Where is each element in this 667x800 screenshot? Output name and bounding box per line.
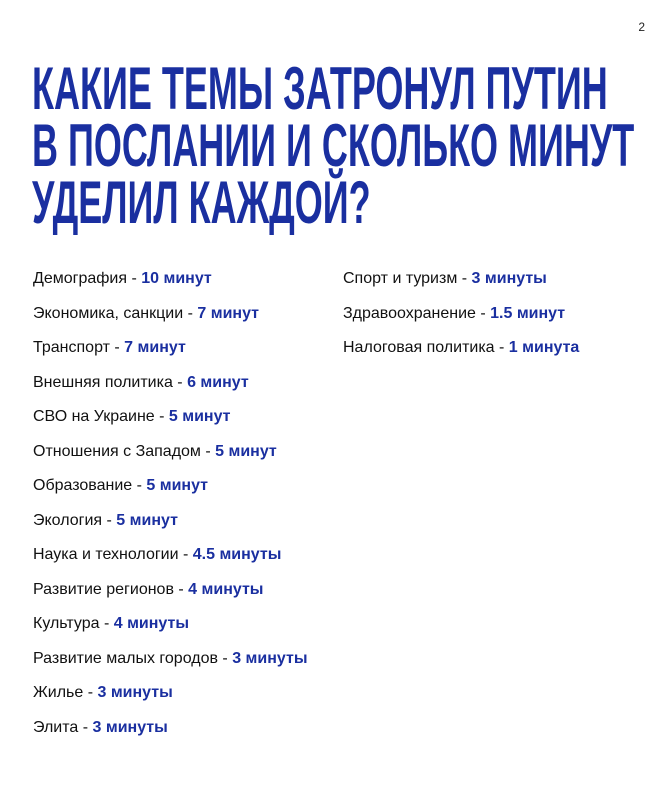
topic-item [33,370,307,405]
separator: - [178,546,193,563]
separator: - [99,615,114,632]
separator: - [154,408,169,425]
topic-item [33,542,307,577]
separator: - [132,477,147,494]
topic-name: Демография [33,270,128,287]
title-line: В ПОСЛАНИИ И СКОЛЬКО МИНУТ [32,112,635,179]
topic-name: Развитие малых городов [33,649,218,667]
topic-item [343,266,579,301]
topic-name: Экономика, санкции [33,304,184,322]
topic-item [33,508,307,543]
topic-duration: 1.5 минут [490,304,566,322]
topic-duration: 5 минут [116,511,178,529]
topic-duration: 6 минут [187,373,249,391]
topic-item [33,301,307,336]
topic-name: Наука и технологии [33,546,179,563]
topics-list-right [343,266,579,370]
topic-name: Жилье [33,684,84,701]
topic-name: Здравоохранение [343,304,476,322]
page-title [32,55,650,236]
topic-duration: 3 минуты [92,718,168,736]
topic-item [33,646,307,681]
topic-name: Экология [33,511,103,529]
topic-name: СВО на Украине [33,408,155,425]
topic-duration: 3 минуты [232,649,308,667]
topic-duration: 7 минут [124,339,186,356]
separator: - [494,339,509,356]
separator: - [127,270,142,287]
title-line: УДЕЛИЛ КАЖДОЙ? [32,169,371,236]
topic-name: Отношения с Западом [33,442,201,460]
topic-name: Образование [33,477,133,494]
topic-duration: 4 минуты [113,615,190,632]
separator: - [200,442,216,460]
separator: - [83,684,98,701]
topic-name: Внешняя политика [33,373,173,391]
separator: - [217,649,233,667]
separator: - [475,304,491,322]
topic-duration: 5 минут [146,477,208,494]
topic-item [33,577,307,612]
topic-item [343,301,579,336]
separator: - [173,580,189,598]
topic-duration: 5 минут [215,442,277,460]
topic-duration: 1 минута [508,339,580,356]
separator: - [172,373,188,391]
separator: - [183,304,198,322]
title-line: КАКИЕ ТЕМЫ ЗАТРОНУЛ ПУТИН [32,55,608,122]
topic-name: Элита [33,718,79,736]
page-number: 2 [638,20,645,34]
topic-duration: 3 минуты [471,270,547,287]
separator: - [102,511,117,529]
topic-name: Культура [33,615,100,632]
topic-item [33,439,307,474]
separator: - [457,270,472,287]
topic-item [33,473,307,508]
topic-duration: 4.5 минуты [192,546,282,563]
separator: - [78,718,93,736]
topic-item [33,715,307,750]
topic-duration: 3 минуты [97,684,173,701]
topic-duration: 10 минут [141,270,212,287]
topic-item [33,680,307,715]
topic-item [33,611,307,646]
topic-item [343,335,579,370]
topic-item [33,335,307,370]
topic-duration: 5 минут [168,408,231,425]
topic-item [33,404,307,439]
topic-item [33,266,307,301]
topic-name: Спорт и туризм [343,270,458,287]
topic-name: Развитие регионов [33,580,174,598]
topic-name: Налоговая политика [343,339,495,356]
topic-name: Транспорт [33,339,110,356]
topic-duration: 4 минуты [188,580,264,598]
topics-list-left [33,266,307,749]
topic-duration: 7 минут [197,304,259,322]
separator: - [109,339,125,356]
